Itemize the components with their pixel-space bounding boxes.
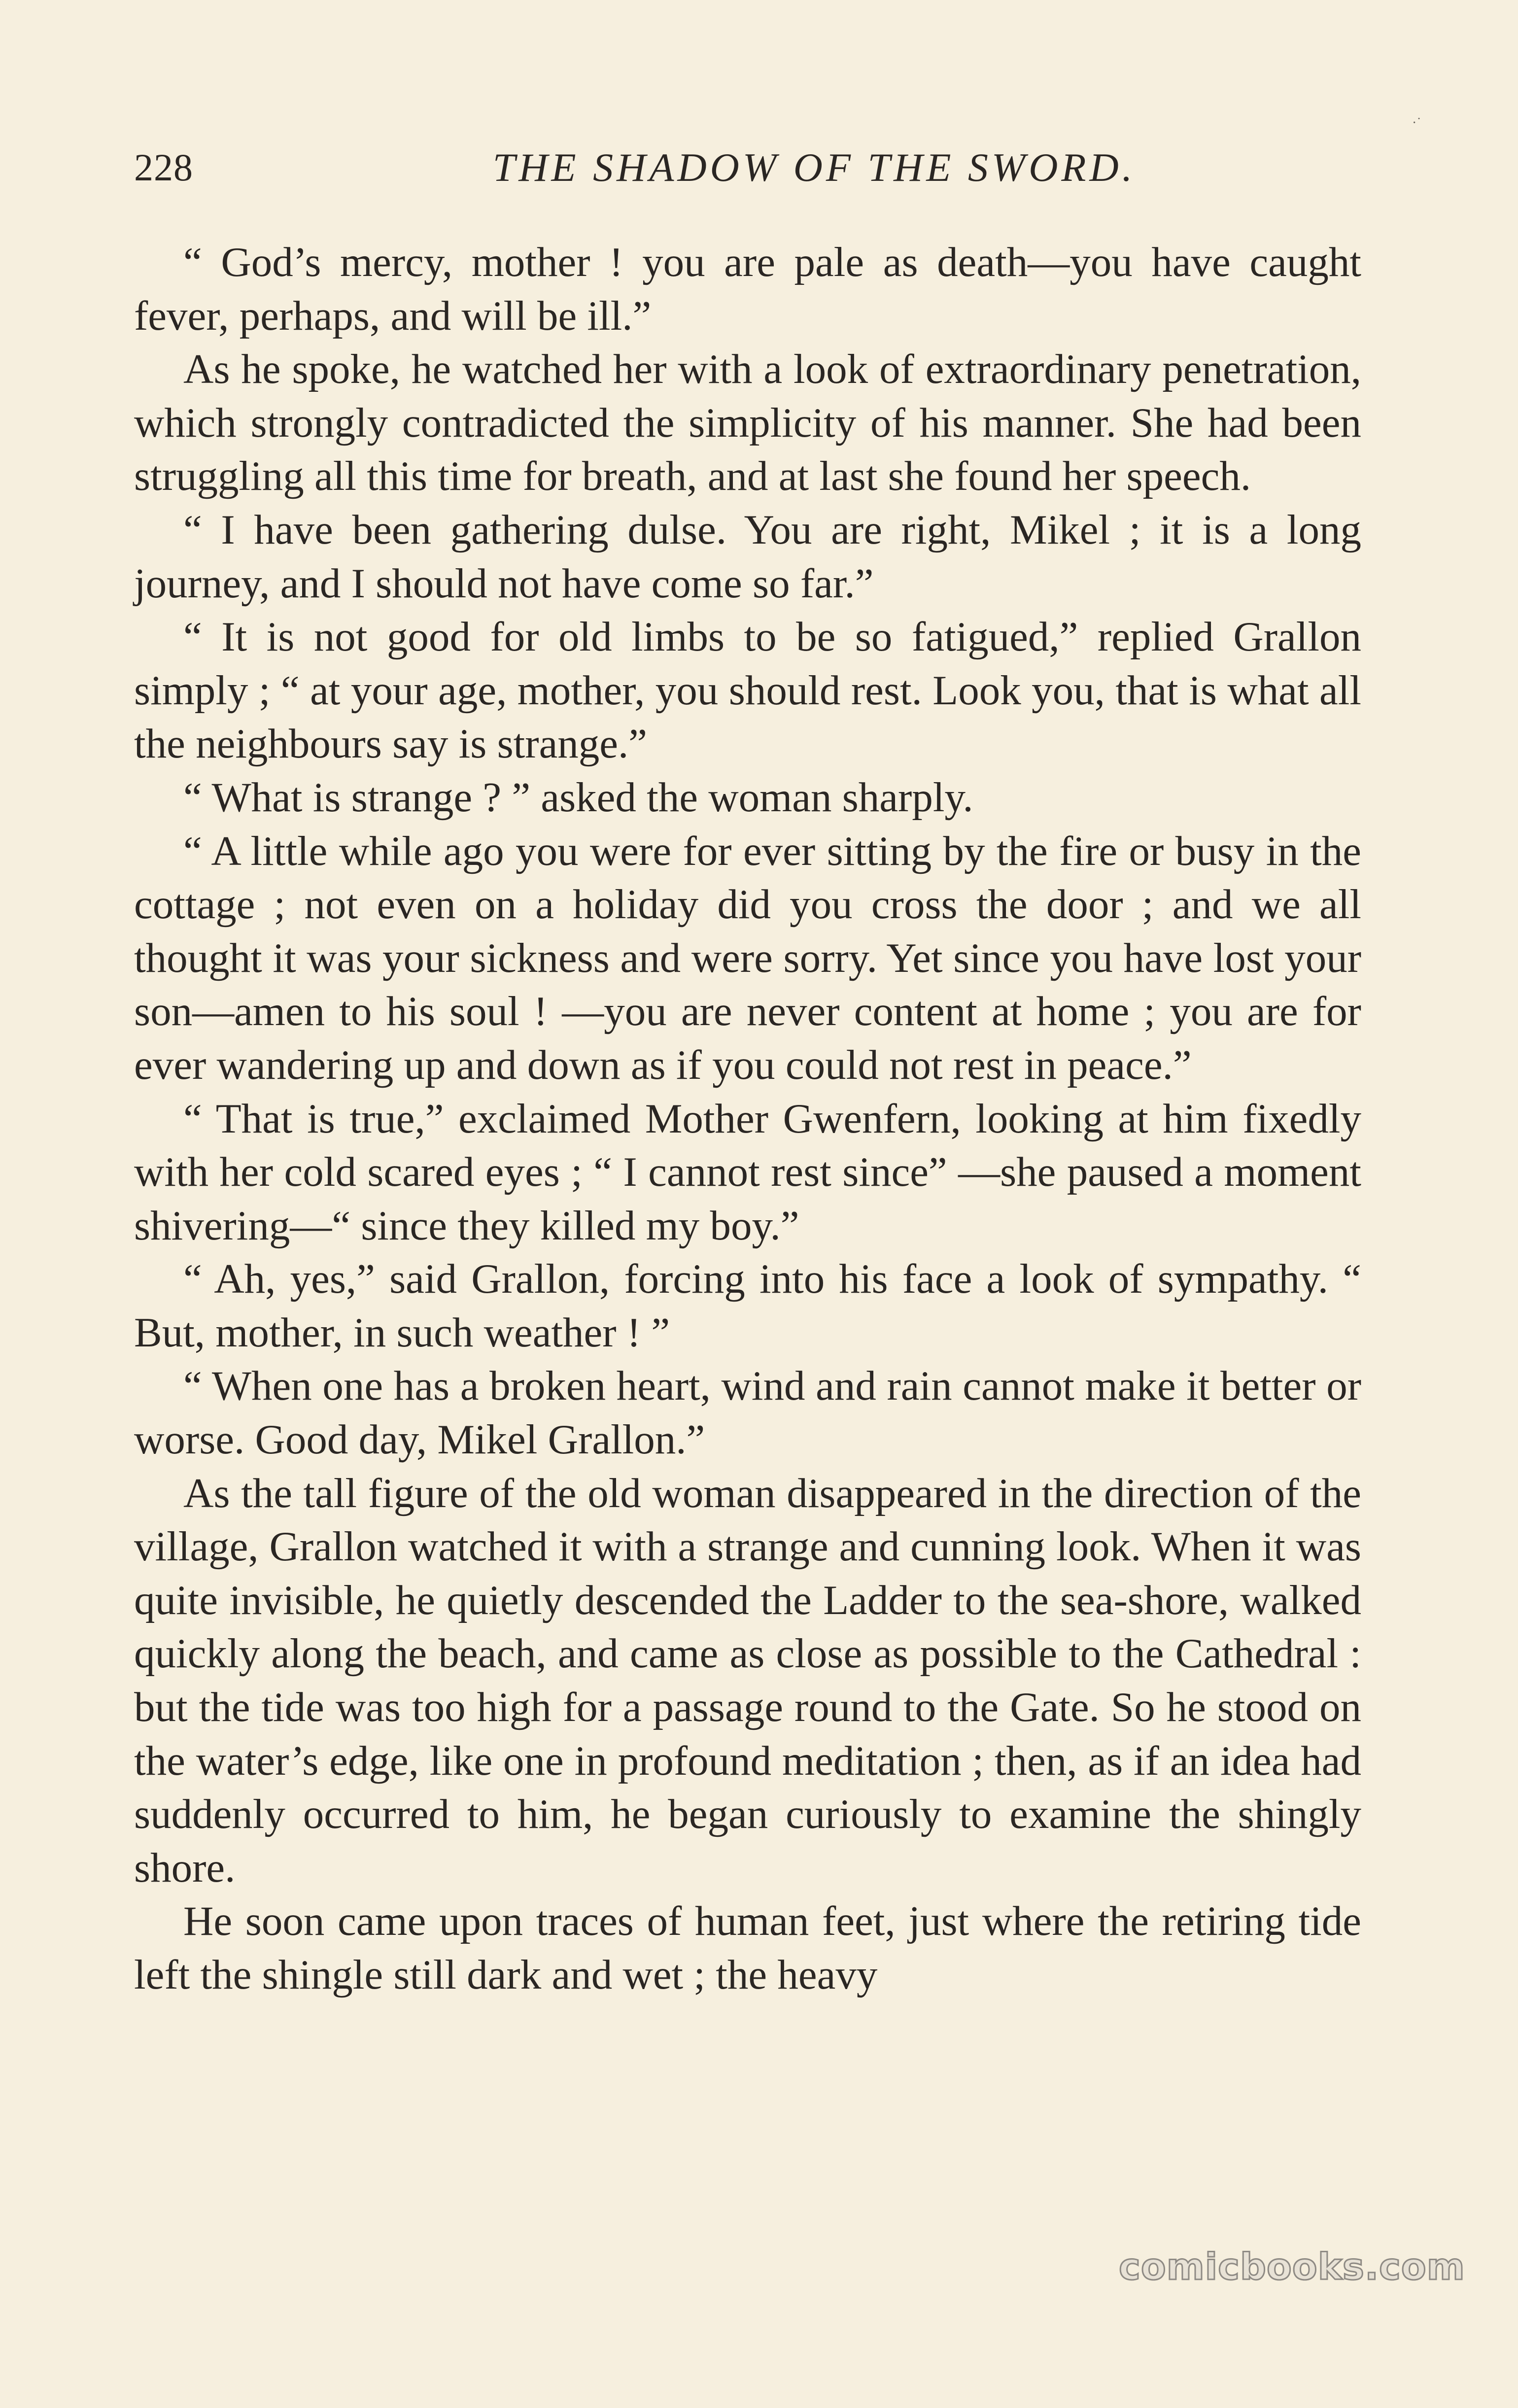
paragraph: “ A little while ago you were for ever sitting by the fire or busy in the cottage ; not even on a holiday did you cross the door ; and we all thought it was your sickness and were sorry. Yet since you have lost your son—amen to his soul ! —you are never content at home ; you are for ever wandering up and down as if you could not rest in peace.” [134, 827, 1361, 1088]
page-blemish: ·˙ [1412, 115, 1421, 131]
paragraph: “ Ah, yes,” said Grallon, forcing into his face a look of sympathy. “ But, mother, in such weather ! ” [134, 1256, 1361, 1356]
paragraph: “ When one has a broken heart, wind and rain cannot make it better or worse. Good day, Mikel Grallon.” [134, 1363, 1361, 1463]
running-head [134, 140, 1361, 195]
paragraph: “ God’s mercy, mother ! you are pale as death—you have caught fever, perhaps, and will be ill.” [134, 239, 1361, 339]
paragraph: “ That is true,” exclaimed Mother Gwenfern, looking at him fixedly with her cold scared eyes ; “ I cannot rest since” —she paused a moment shivering—“ since they killed my boy.” [134, 1095, 1361, 1249]
body-text [134, 236, 1361, 2002]
watermark: comicbooks.com [1119, 2246, 1465, 2288]
paragraph: As he spoke, he watched her with a look of extraordinary penetration, which strongly contradicted the simplicity of his manner. She had been struggling all this time for breath, and at last she found her speech. [134, 346, 1361, 500]
paragraph: “ I have been gathering dulse. You are right, Mikel ; it is a long journey, and I should not have come so far.” [134, 506, 1361, 607]
paragraph: He soon came upon traces of human feet, just where the retiring tide left the shingle still dark and wet ; the heavy [134, 1898, 1361, 1998]
page-number: 228 [134, 146, 193, 189]
paragraph: “ It is not good for old limbs to be so fatigued,” replied Grallon simply ; “ at your age, mother, you should rest. Look you, that is what all the neighbours say is strange.” [134, 614, 1361, 767]
paragraph: “ What is strange ? ” asked the woman sharply. [183, 774, 973, 821]
running-title: THE SHADOW OF THE SWORD. [492, 145, 1136, 190]
paragraph: As the tall figure of the old woman disappeared in the direction of the village, Grallon watched it with a strange and cunning look. When it was quite invisible, he quietly descended the Ladder to the sea-shore, walked quickly along the beach, and came as close as possible to the Cathedral : but the tide was too high for a passage round to the Gate. So he stood on the water’s edge, like one in profound meditation ; then, as if an idea had suddenly occurred to him, he began curiously to examine the shingly shore. [134, 1470, 1361, 1891]
